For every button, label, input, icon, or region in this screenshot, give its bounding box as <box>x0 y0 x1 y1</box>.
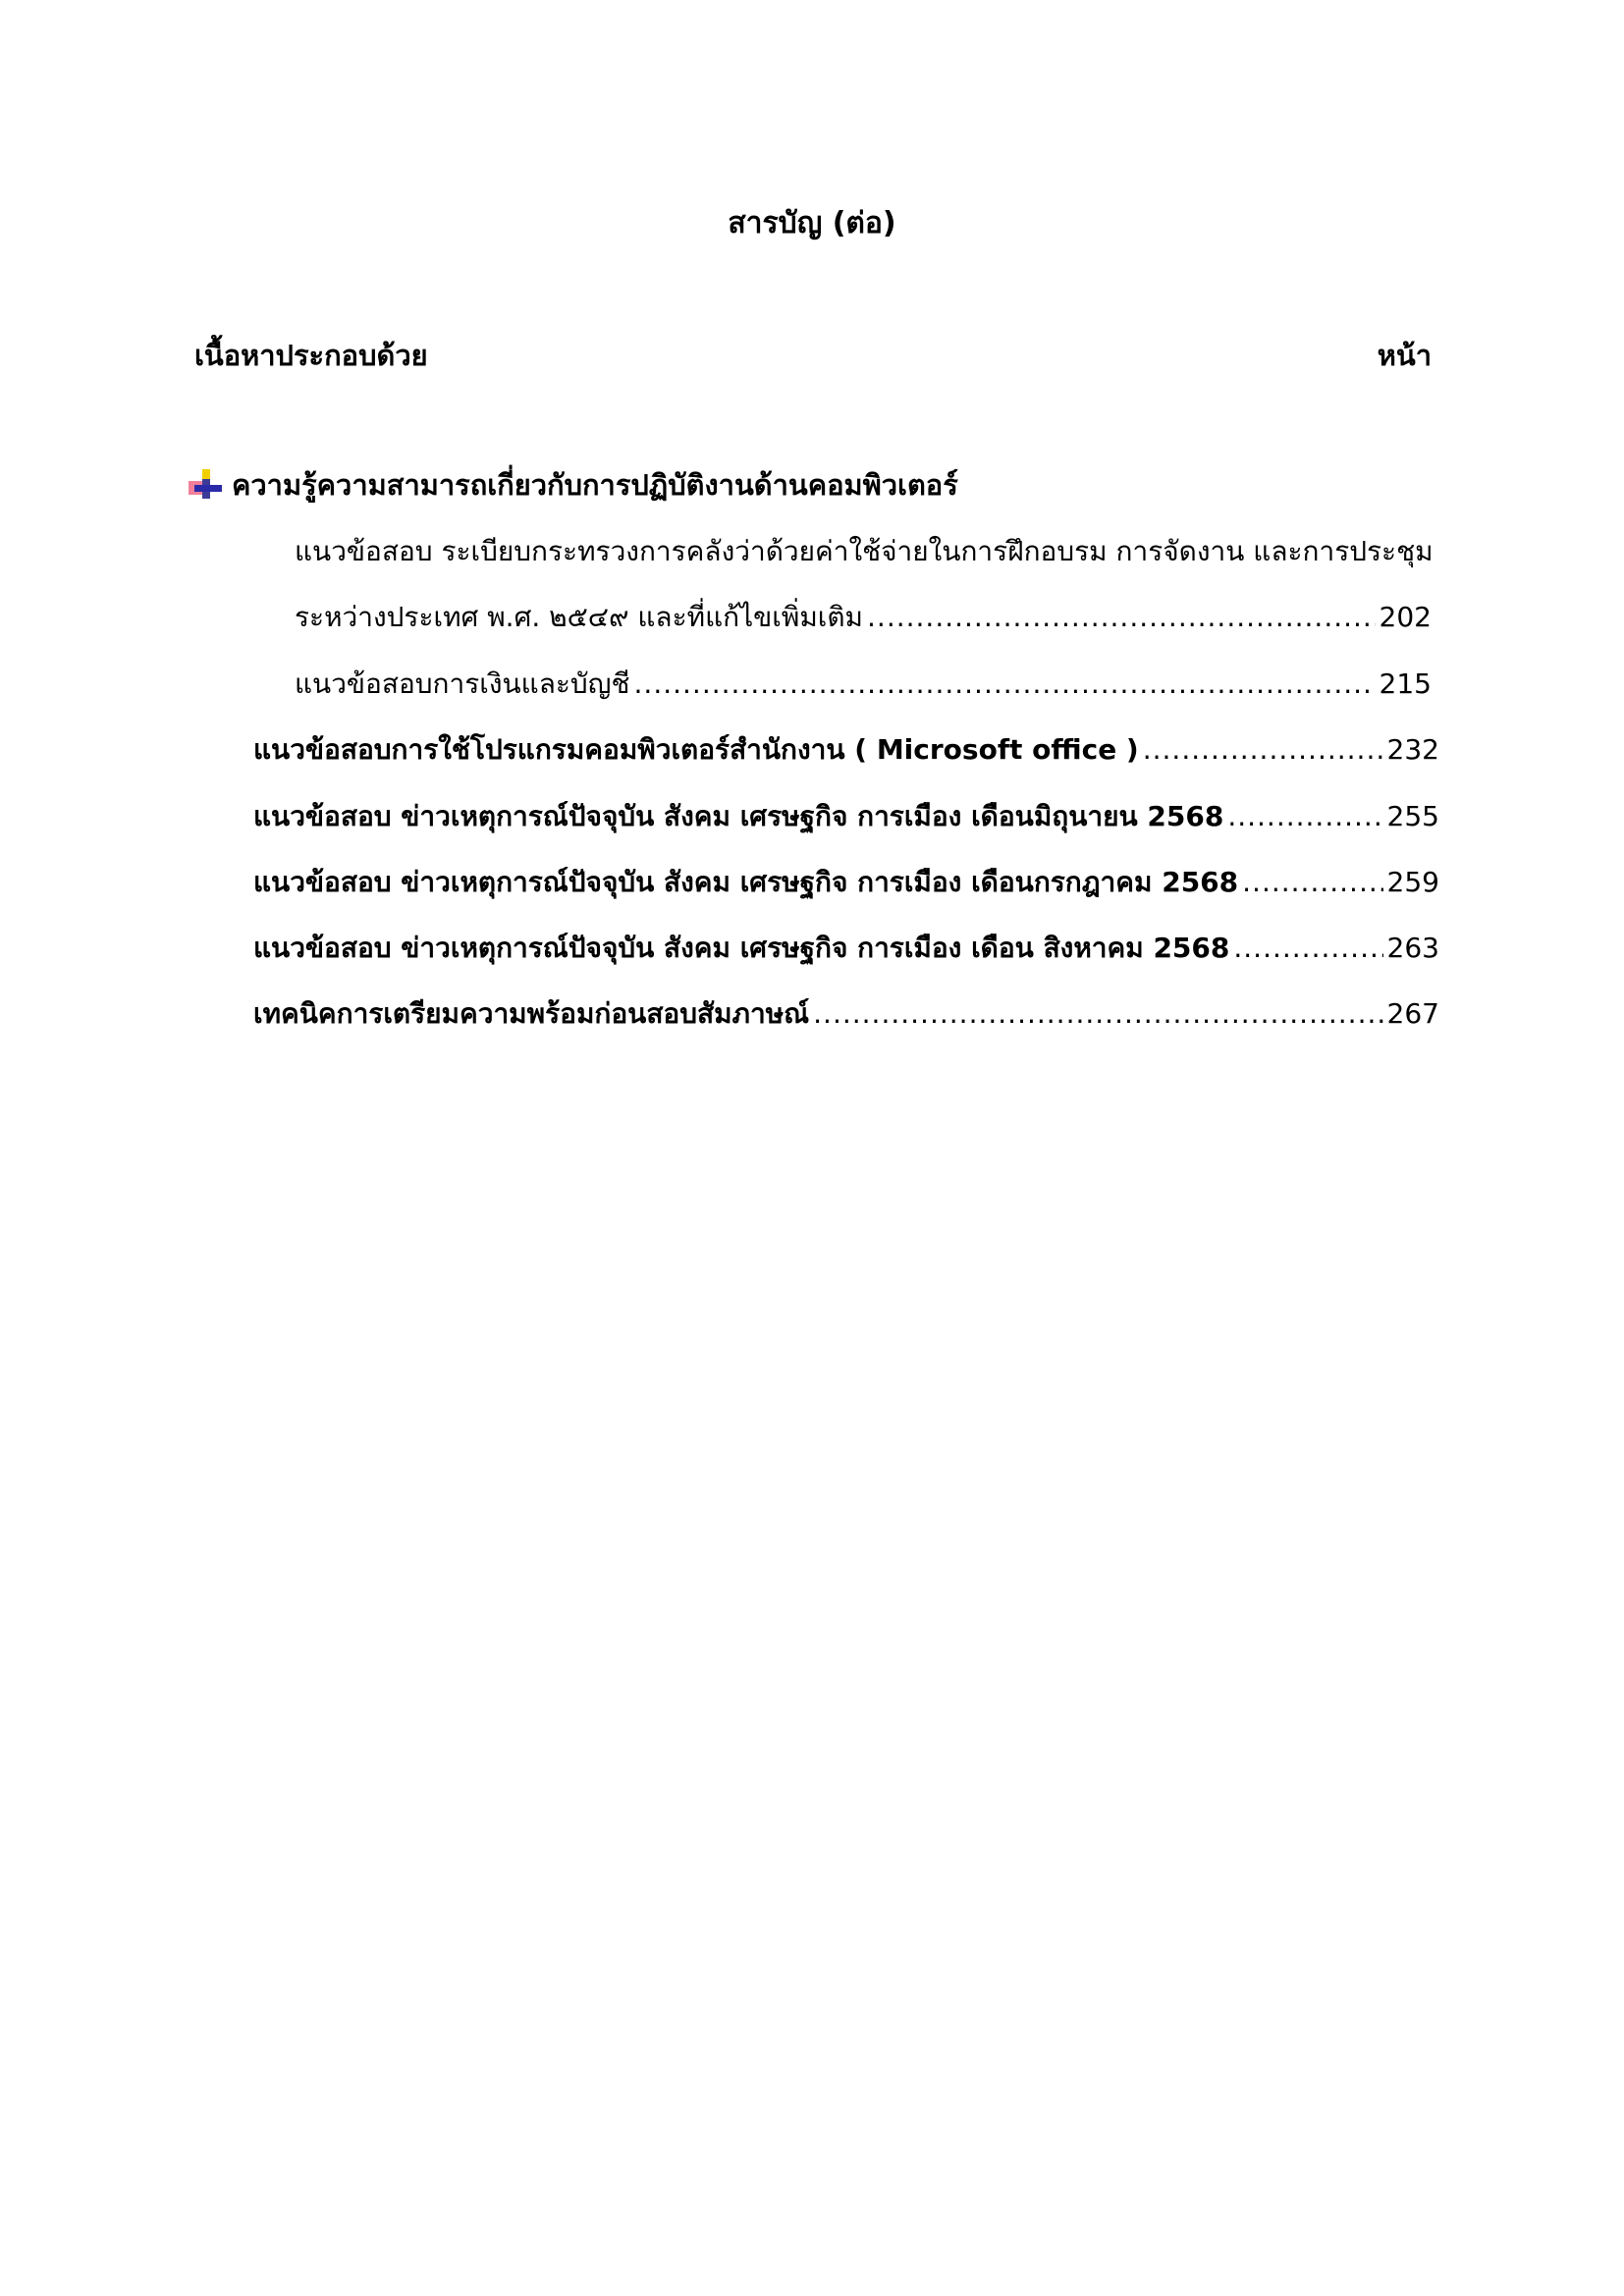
page-column-header: หน้า <box>1377 339 1432 372</box>
dot-leader <box>1143 730 1383 770</box>
section-heading-text: ความรู้ความสามารถเกี่ยวกับการปฏิบัติงานด้านคอมพิวเตอร์ <box>232 468 958 502</box>
dot-leader <box>867 598 1376 637</box>
dot-leader <box>1233 929 1382 968</box>
toc-entry-label: แนวข้อสอบ ข่าวเหตุการณ์ปัจจุบัน สังคม เศรษฐกิจ การเมือง เดือนกรกฎาคม 2568 <box>253 866 1239 898</box>
toc-entry-page: 215 <box>1379 667 1432 700</box>
toc-entry[interactable] <box>253 929 1439 968</box>
dot-leader <box>1227 797 1382 836</box>
toc-entry-page: 232 <box>1386 733 1439 766</box>
toc-entry[interactable] <box>253 797 1439 836</box>
toc-entry[interactable] <box>295 665 1432 704</box>
toc-entry-label: ระหว่างประเทศ พ.ศ. ๒๕๔๙ และที่แก้ไขเพิ่มเติม <box>295 601 864 633</box>
toc-entry-page: 259 <box>1386 866 1439 898</box>
toc-entry-page: 202 <box>1379 601 1432 633</box>
toc-entry-page: 267 <box>1386 997 1439 1030</box>
dot-leader <box>1242 863 1382 902</box>
toc-entry-label: แนวข้อสอบการใช้โปรแกรมคอมพิวเตอร์สำนักงาน ( Microsoft office ) <box>253 733 1139 766</box>
plus-bullet-icon <box>187 467 224 503</box>
toc-entry-label: เทคนิคการเตรียมความพร้อมก่อนสอบสัมภาษณ์ <box>253 997 810 1030</box>
toc-entry-page: 255 <box>1386 800 1439 832</box>
dot-leader <box>634 665 1376 704</box>
toc-entry[interactable] <box>253 994 1439 1034</box>
dot-leader <box>813 994 1382 1034</box>
toc-entry-label: แนวข้อสอบการเงินและบัญชี <box>295 667 630 700</box>
toc-entry-page: 263 <box>1386 932 1439 964</box>
toc-entry-line1: แนวข้อสอบ ระเบียบกระทรวงการคลังว่าด้วยค่าใช้จ่ายในการฝึกอบรม การจัดงาน และการประชุม <box>295 535 1434 567</box>
toc-entry-label: แนวข้อสอบ ข่าวเหตุการณ์ปัจจุบัน สังคม เศรษฐกิจ การเมือง เดือน สิงหาคม 2568 <box>253 932 1230 964</box>
toc-entry[interactable] <box>253 730 1439 770</box>
contents-column-header: เนื้อหาประกอบด้วย <box>194 339 428 372</box>
section-heading <box>187 465 958 505</box>
page-title: สารบัญ (ต่อ) <box>728 206 896 240</box>
toc-entry[interactable] <box>295 598 1432 637</box>
toc-entry-label: แนวข้อสอบ ข่าวเหตุการณ์ปัจจุบัน สังคม เศรษฐกิจ การเมือง เดือนมิถุนายน 2568 <box>253 800 1224 832</box>
toc-entry[interactable] <box>253 863 1439 902</box>
